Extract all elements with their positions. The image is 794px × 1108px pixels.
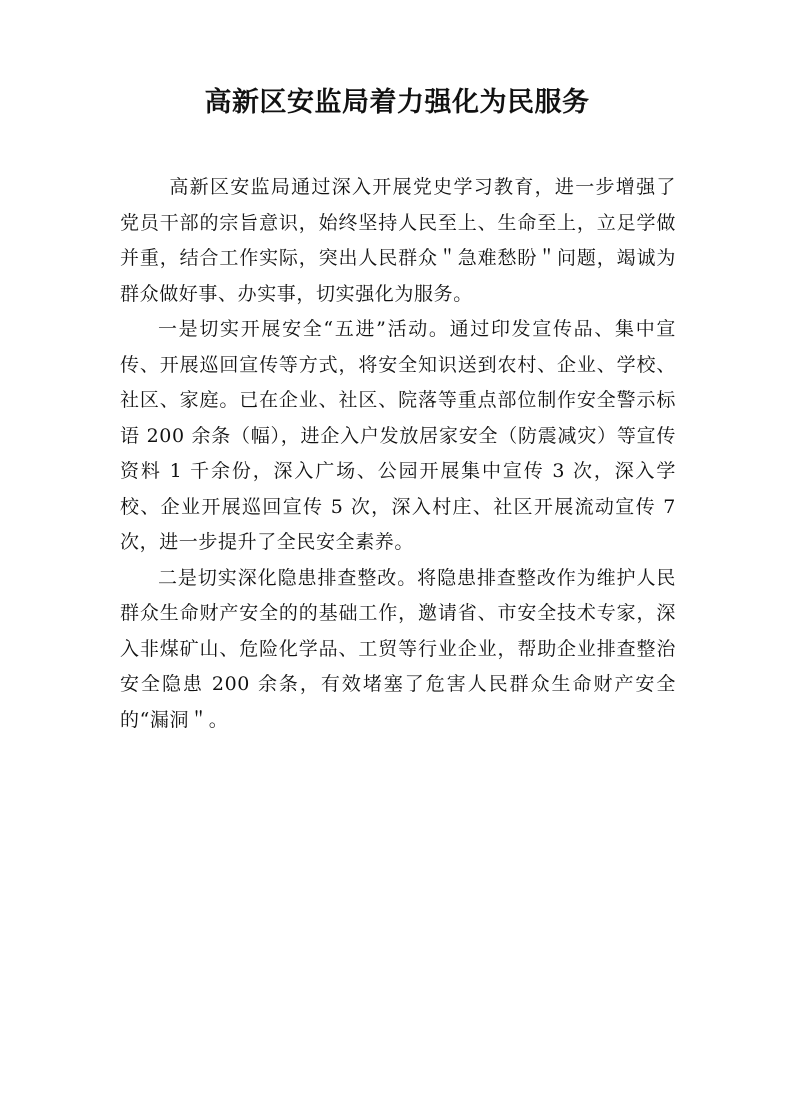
document-body — [120, 170, 676, 738]
paragraph-intro: 高新区安监局通过深入开展党史学习教育，进一步增强了党员干部的宗旨意识，始终坚持人民至上、生命至上，立足学做并重，结合工作实际，突出人民群众＂急难愁盼＂问题，竭诚为群众做好事、办实事，切实强化为服务。 — [120, 176, 676, 305]
paragraph-hazard-inspection: 二是切实深化隐患排查整改。将隐患排查整改作为维护人民群众生命财产安全的的基础工作，邀请省、市安全技术专家，深入非煤矿山、危险化学品、工贸等行业企业，帮助企业排查整治安全隐患 200 余条，有效堵塞了危害人民群众生命财产安全的“漏洞＂。 — [120, 566, 676, 731]
paragraph-safety-campaign: 一是切实开展安全“五进”活动。通过印发宣传品、集中宣传、开展巡回宣传等方式，将安全知识送到农村、企业、学校、社区、家庭。已在企业、社区、院落等重点部位制作安全警示标语 200 余条（幅），进企入户发放居家安全（防震减灾）等宣传资料 1 千余份，深入广场、公园开展集中宣传 3 次，深入学校、企业开展巡回宣传 5 次，深入村庄、社区开展流动宣传 7 次，进一步提升了全民安全素养。 — [120, 318, 676, 553]
document-title: 高新区安监局着力强化为民服务 — [204, 87, 590, 118]
